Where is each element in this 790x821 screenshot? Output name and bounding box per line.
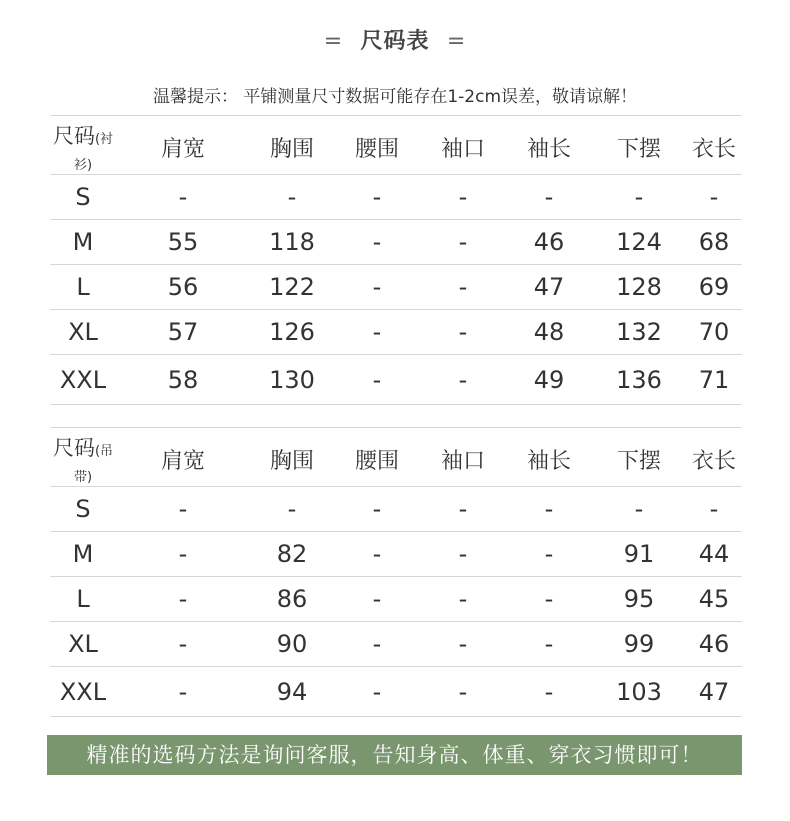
table-cell: 90 [250,622,334,667]
header-hem: 下摆 [592,120,686,175]
table-cell: 99 [592,622,686,667]
size-advice-banner: 精准的选码方法是询问客服，告知身高、体重、穿衣习惯即可！ [47,735,742,775]
table-cell: - [334,622,420,667]
table-cell: - [420,265,506,310]
header-hem: 下摆 [592,432,686,487]
header-waist: 腰围 [334,432,420,487]
table-row [50,487,742,532]
header-waist: 腰围 [334,120,420,175]
table-row [50,577,742,622]
table-cell: 132 [592,310,686,355]
section-divider [50,427,742,428]
table-cell: - [592,175,686,220]
table-cell: - [116,667,250,717]
table-cell: 68 [686,220,742,265]
table-row [50,532,742,577]
table-cell: 57 [116,310,250,355]
size-column-header: 尺码(衬衫) [50,120,116,175]
table-row [50,667,742,717]
table-row [50,175,742,220]
page-title [0,24,790,55]
header-sleeve: 袖长 [506,432,592,487]
size-table-shirt [50,120,742,405]
table-cell: - [420,532,506,577]
table-cell: 58 [116,355,250,405]
header-length: 衣长 [686,120,742,175]
table-row [50,265,742,310]
table-cell: - [334,310,420,355]
table-cell: - [250,487,334,532]
table-header-row [50,432,742,487]
table-row [50,220,742,265]
table-cell: 103 [592,667,686,717]
table-cell: 122 [250,265,334,310]
table-cell: 45 [686,577,742,622]
header-chest: 胸围 [250,432,334,487]
table-row [50,622,742,667]
table-cell: - [506,667,592,717]
table-cell: 71 [686,355,742,405]
table-cell: - [334,532,420,577]
table-cell: - [116,622,250,667]
size-table-camisole [50,432,742,717]
table-cell: - [506,487,592,532]
top-divider [50,115,742,116]
table-cell: - [592,487,686,532]
table-cell: - [506,175,592,220]
table-cell: - [334,355,420,405]
header-shoulder: 肩宽 [116,432,250,487]
header-sleeve: 袖长 [506,120,592,175]
table-cell: - [116,532,250,577]
table-cell: 46 [686,622,742,667]
table-cell: XXL [50,355,116,405]
title-text: 尺码表 [360,29,430,54]
size-column-header: 尺码(吊带) [50,432,116,487]
table-cell: 46 [506,220,592,265]
header-cuff: 袖口 [420,432,506,487]
table-cell: 118 [250,220,334,265]
table-cell: 49 [506,355,592,405]
table-cell: - [506,622,592,667]
table-cell: L [50,265,116,310]
table-cell: - [420,622,506,667]
table-cell: - [420,667,506,717]
table-cell: M [50,532,116,577]
table-cell: - [116,487,250,532]
table-cell: S [50,175,116,220]
table-cell: - [420,577,506,622]
table-cell: 44 [686,532,742,577]
table-cell: - [420,220,506,265]
table-cell: 126 [250,310,334,355]
table-cell: XL [50,622,116,667]
table-cell: 56 [116,265,250,310]
title-deco-right: = [446,29,467,54]
table-cell: L [50,577,116,622]
table-cell: - [506,532,592,577]
table-cell: - [334,487,420,532]
table-cell: - [686,487,742,532]
table-cell: 55 [116,220,250,265]
table-cell: 128 [592,265,686,310]
table-cell: - [334,667,420,717]
table-cell: - [334,265,420,310]
table-cell: - [334,577,420,622]
table-cell: 48 [506,310,592,355]
table-cell: - [250,175,334,220]
header-cuff: 袖口 [420,120,506,175]
table-row [50,310,742,355]
table-cell: 130 [250,355,334,405]
table-cell: - [334,175,420,220]
table-cell: - [506,577,592,622]
table-cell: 70 [686,310,742,355]
table-cell: - [420,487,506,532]
table-cell: 69 [686,265,742,310]
table-cell: - [420,175,506,220]
table-row [50,355,742,405]
table-cell: 94 [250,667,334,717]
table-cell: S [50,487,116,532]
table-cell: 95 [592,577,686,622]
title-deco-left: = [323,29,344,54]
table-cell: - [334,220,420,265]
header-length: 衣长 [686,432,742,487]
table-cell: 124 [592,220,686,265]
table-cell: 136 [592,355,686,405]
table-cell: - [420,355,506,405]
table-cell: 86 [250,577,334,622]
table-cell: M [50,220,116,265]
table-cell: XL [50,310,116,355]
table-cell: - [686,175,742,220]
measurement-notice: 温馨提示： 平铺测量尺寸数据可能存在1-2cm误差，敬请谅解！ [152,87,638,107]
table-cell: - [420,310,506,355]
table-cell: 91 [592,532,686,577]
table-cell: 82 [250,532,334,577]
table-cell: - [116,175,250,220]
table-cell: 47 [506,265,592,310]
table-cell: XXL [50,667,116,717]
header-chest: 胸围 [250,120,334,175]
table-header-row [50,120,742,175]
table-cell: 47 [686,667,742,717]
header-shoulder: 肩宽 [116,120,250,175]
table-cell: - [116,577,250,622]
